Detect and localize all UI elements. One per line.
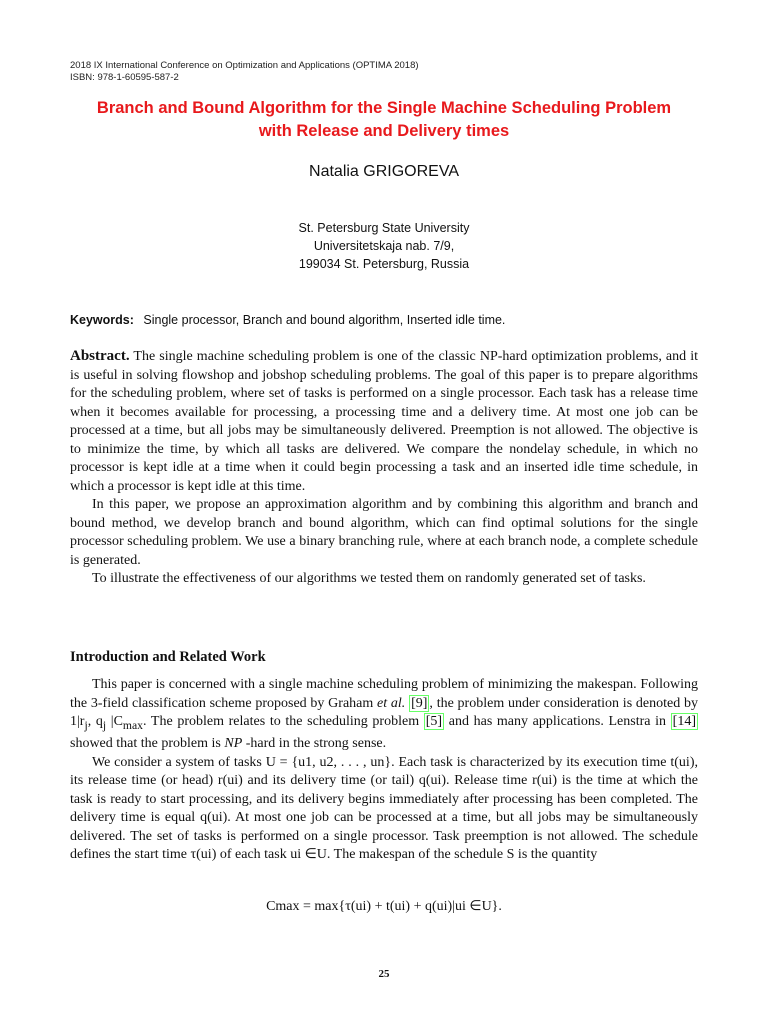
keywords (70, 313, 505, 327)
intro-paragraph-2: We consider a system of tasks U = {u1, u2, . . . , un}. Each task is characterized by its execution time t(ui), its release time (or head) r(ui) and its delivery time (or tail) q(ui). Release time r(ui) is the time at which the task is ready to start processing, and its delivery begins immediately after processing has been completed. The delivery time is equal q(ui). At most one job can be processed at a time, but all jobs may be simultaneously delivered. The set of tasks is performed on a single processor. Task preemption is not allowed. The schedule defines the start time τ(ui) of each task ui ∈U. The makespan of the schedule S is the quantity (70, 754, 698, 863)
affiliation-line-1: St. Petersburg State University (298, 221, 470, 235)
citation-link[interactable]: [14] (672, 714, 696, 729)
intro-text: . The problem relates to the scheduling problem (143, 714, 424, 729)
page-number: 25 (378, 968, 390, 980)
keywords-text: Single processor, Branch and bound algorithm, Inserted idle time. (143, 313, 506, 327)
title-line-2: with Release and Delivery times (258, 122, 510, 140)
conference-line: 2018 IX International Conference on Optimization and Applications (OPTIMA 2018) (70, 60, 419, 71)
abstract (70, 347, 698, 589)
intro-etal: et al. (377, 695, 406, 711)
makespan-equation: Cmax = max{τ(ui) + t(ui) + q(ui)|ui ∈U}. (266, 899, 502, 914)
citation-link[interactable]: [9] (411, 695, 428, 711)
conference-header (70, 60, 419, 84)
abstract-paragraph-2: In this paper, we propose an approximation algorithm and by combining this algorithm and branch and bound method, we develop branch and bound algorithm, which can find optimal solutions for the single processor scheduling problem. We use a binary branching rule, where at each branch node, a complete schedule is generated. (70, 497, 698, 568)
title-line-1: Branch and Bound Algorithm for the Single Machine Scheduling Problem (96, 99, 672, 117)
intro-body (70, 676, 698, 865)
intro-text: showed that the problem is (70, 736, 225, 752)
intro-text: and has many applications. Lenstra in (444, 714, 671, 729)
abstract-label: Abstract. (70, 348, 130, 364)
abstract-paragraph-3: To illustrate the effectiveness of our algorithms we tested them on randomly generated set of tasks. (92, 571, 646, 586)
affiliation-line-2: Universitetskaja nab. 7/9, (313, 239, 455, 253)
affiliation (0, 219, 768, 273)
author-name: Natalia GRIGOREVA (309, 163, 459, 180)
intro-text: , q (87, 714, 103, 729)
affiliation-line-3: 199034 St. Petersburg, Russia (298, 257, 470, 271)
paper-title (40, 97, 728, 143)
intro-text: , the problem under consideration is denoted by 1|r (70, 695, 698, 729)
abstract-paragraph-1 (70, 347, 698, 496)
intro-text: |C (106, 714, 123, 729)
citation-link[interactable]: [5] (425, 714, 443, 729)
intro-text: This paper is concerned with a single machine scheduling problem of minimizing the makespan. Following the 3-field classification scheme proposed by Graham (70, 677, 698, 711)
intro-paragraph-1: This paper is concerned with a single machine scheduling problem of minimizing the makespan. Following the 3-field classification scheme proposed by Graham et al. [9] , the problem under consideration is denoted by $1|r_j$, $q_j$ $|C_{max}$. The problem relates to the scheduling problem [5] and has many applications. Lenstra in [14] showed that the problem is NP -hard in the strong sense. (70, 677, 698, 752)
abstract-text-1: The single machine scheduling problem is one of the classic NP-hard optimization problems, and it is useful in solving flowshop and jobshop scheduling problems. The goal of this paper is to prepare algorithms for the scheduling problem, where set of tasks is performed on a single processor. Each task has a release time when it becomes available for processing, a processing time and a delivery time. At most one job can be processed at a time, but all jobs may be simultaneously delivered. Preemption is not allowed. The objective is to minimize the time, by which all tasks are delivered. We compare the nondelay schedule, in which no processor is kept idle at a time when it could begin processing a task and an inserted idle time schedule, in which a processor is kept idle at this time. (70, 349, 699, 494)
isbn-line: ISBN: 978-1-60595-587-2 (70, 72, 179, 83)
intro-np: NP (224, 736, 243, 752)
intro-text: -hard in the strong sense. (242, 736, 387, 752)
section-heading: Introduction and Related Work (70, 649, 266, 665)
keywords-label: Keywords: (70, 313, 134, 327)
